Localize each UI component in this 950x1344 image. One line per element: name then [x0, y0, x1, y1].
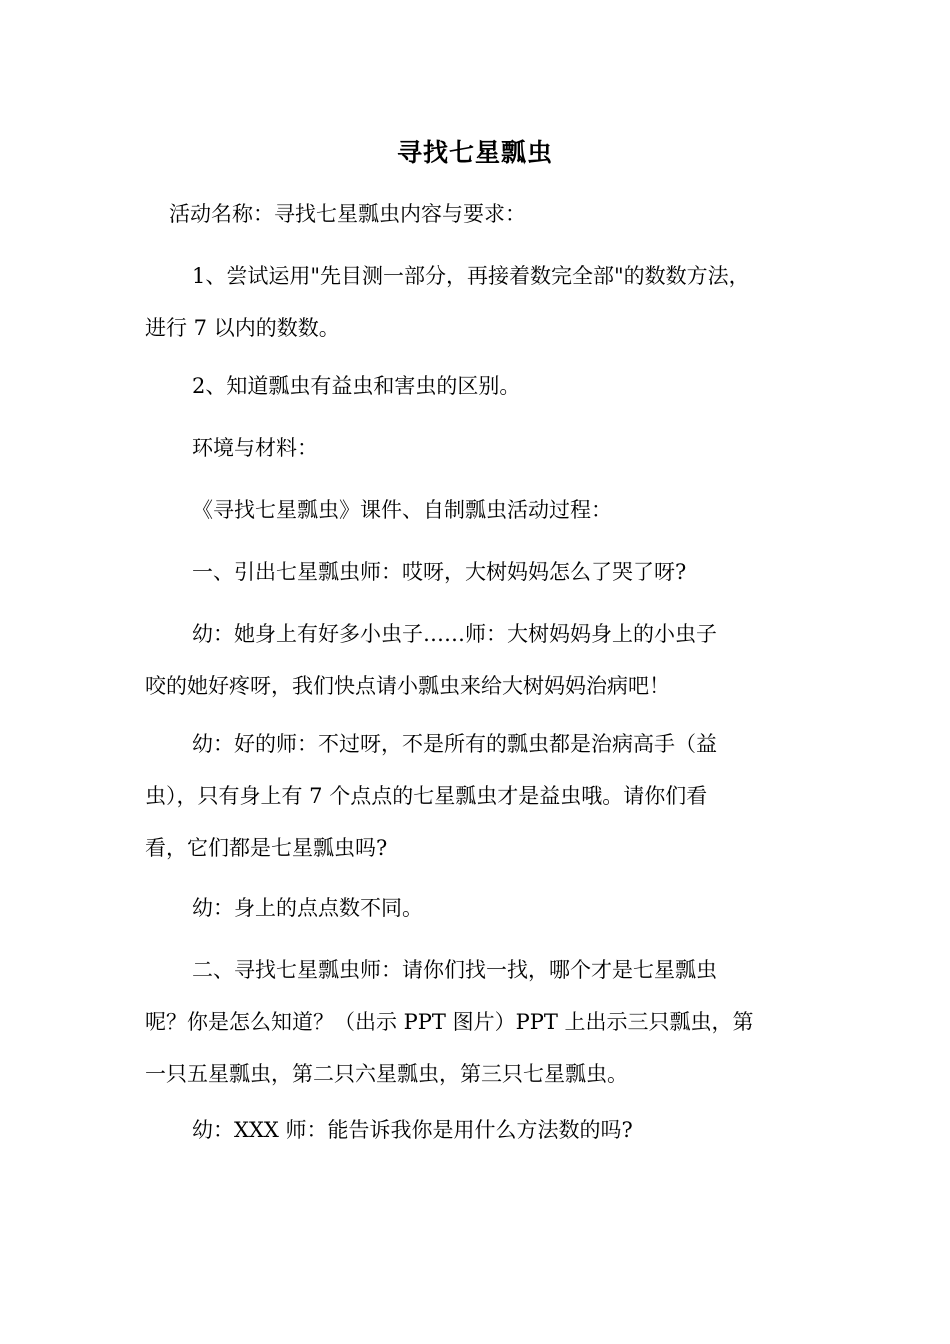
paragraph-materials	[145, 484, 815, 536]
paragraph-line: 《寻找七星瓢虫》课件、自制瓢虫活动过程：	[192, 498, 612, 522]
paragraph-activity-name	[169, 188, 839, 240]
paragraph-line: 虫），只有身上有 7 个点点的七星瓢虫才是益虫哦。请你们看	[145, 784, 708, 808]
paragraph-line: 环境与材料：	[192, 436, 318, 460]
paragraph-line: 幼：她身上有好多小虫子……师：大树妈妈身上的小虫子	[192, 622, 717, 646]
paragraph-requirement-2	[145, 360, 815, 412]
paragraph-dialogue-2	[145, 718, 815, 874]
paragraph-line: 幼：身上的点点数不同。	[192, 896, 423, 920]
paragraph-environment-heading	[145, 422, 815, 474]
paragraph-requirement-1	[145, 250, 815, 354]
paragraph-line: 二、寻找七星瓢虫师：请你们找一找，哪个才是七星瓢虫	[192, 958, 717, 982]
paragraph-dialogue-3	[145, 882, 815, 934]
paragraph-step-1	[145, 546, 815, 598]
paragraph-line: 幼：XXX 师：能告诉我你是用什么方法数的吗?	[192, 1118, 633, 1142]
paragraph-line: 活动名称：寻找七星瓢虫内容与要求：	[169, 202, 526, 226]
paragraph-line: 看，它们都是七星瓢虫吗?	[145, 836, 388, 860]
paragraph-line: 进行 7 以内的数数。	[145, 316, 340, 340]
paragraph-line: 咬的她好疼呀，我们快点请小瓢虫来给大树妈妈治病吧！	[145, 674, 670, 698]
paragraph-dialogue-1	[145, 608, 815, 712]
paragraph-line: 2、知道瓢虫有益虫和害虫的区别。	[192, 374, 521, 398]
paragraph-line: 1、尝试运用"先目测一部分，再接着数完全部"的数数方法，	[192, 264, 750, 288]
paragraph-line: 呢？你是怎么知道？（出示 PPT 图片）PPT 上出示三只瓢虫，第	[145, 1010, 754, 1034]
paragraph-line: 一、引出七星瓢虫师：哎呀，大树妈妈怎么了哭了呀?	[192, 560, 687, 584]
paragraph-line: 一只五星瓢虫，第二只六星瓢虫，第三只七星瓢虫。	[145, 1062, 628, 1086]
paragraph-line: 幼：好的师：不过呀，不是所有的瓢虫都是治病高手（益	[192, 732, 717, 756]
document-title: 寻找七星瓢虫	[396, 138, 553, 167]
paragraph-step-2	[145, 944, 815, 1100]
paragraph-dialogue-4	[145, 1104, 815, 1156]
